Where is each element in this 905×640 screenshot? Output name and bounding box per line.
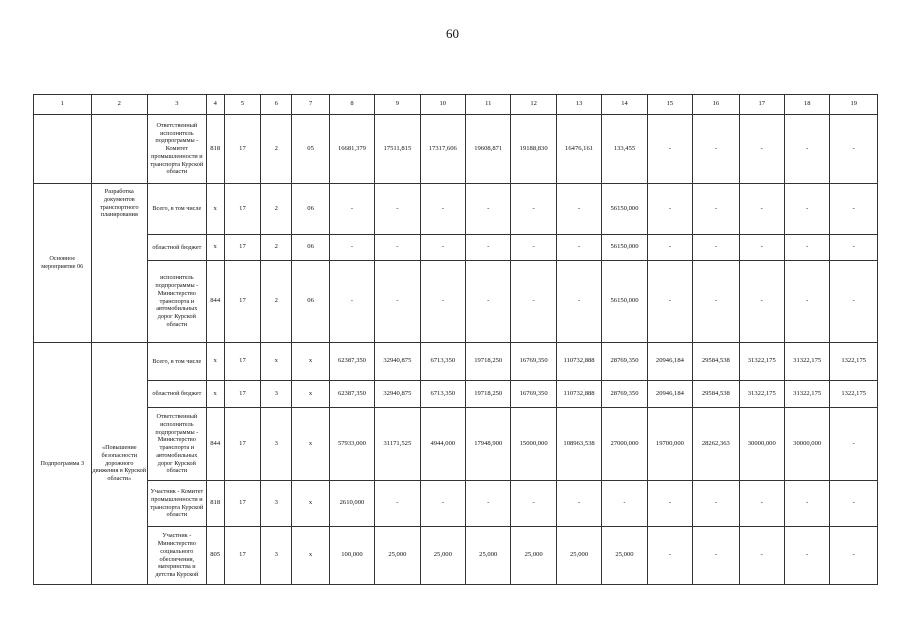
code-cell: х	[292, 527, 329, 585]
value-cell: 27000,000	[602, 408, 647, 481]
value-cell: -	[511, 481, 556, 527]
value-cell: 16681,379	[329, 115, 374, 184]
executor-cell: Всего, в том числе	[148, 343, 207, 381]
column-header: 2	[91, 95, 148, 115]
executor-cell: Ответственный исполнитель подпрограммы - Комитет промышленности и транспорта Курской области	[148, 115, 207, 184]
header-row	[34, 95, 878, 115]
value-cell: -	[329, 261, 374, 343]
value-cell: -	[830, 261, 878, 343]
value-cell: -	[647, 481, 692, 527]
value-cell: 56150,000	[602, 235, 647, 261]
value-cell: 110732,888	[556, 343, 601, 381]
value-cell: -	[420, 481, 465, 527]
value-cell: -	[784, 527, 829, 585]
value-cell: -	[739, 115, 784, 184]
value-cell: 17317,606	[420, 115, 465, 184]
value-cell: -	[830, 527, 878, 585]
value-cell: 17511,815	[375, 115, 420, 184]
value-cell: 62387,350	[329, 381, 374, 408]
value-cell: -	[375, 481, 420, 527]
value-cell: -	[420, 184, 465, 235]
code-cell: 3	[261, 527, 292, 585]
code-cell: 17	[224, 481, 260, 527]
value-cell: -	[647, 235, 692, 261]
value-cell: -	[830, 408, 878, 481]
value-cell: -	[466, 235, 511, 261]
value-cell: -	[556, 481, 601, 527]
value-cell: -	[420, 261, 465, 343]
column-header: 11	[466, 95, 511, 115]
value-cell: -	[693, 115, 739, 184]
value-cell: 25,000	[511, 527, 556, 585]
column-header: 9	[375, 95, 420, 115]
value-cell: -	[830, 115, 878, 184]
value-cell: 31322,175	[739, 343, 784, 381]
value-cell: 28769,350	[602, 381, 647, 408]
value-cell: 15000,000	[511, 408, 556, 481]
code-cell: 818	[206, 115, 224, 184]
measure-description-cell: Разработка документов транспортного планирования	[91, 184, 148, 343]
column-header: 3	[148, 95, 207, 115]
value-cell: 100,000	[329, 527, 374, 585]
code-cell: х	[292, 408, 329, 481]
value-cell: -	[647, 261, 692, 343]
value-cell: 1322,175	[830, 343, 878, 381]
value-cell: -	[647, 527, 692, 585]
value-cell: -	[784, 235, 829, 261]
value-cell: -	[830, 481, 878, 527]
column-header: 16	[693, 95, 739, 115]
value-cell: -	[511, 235, 556, 261]
code-cell: 844	[206, 408, 224, 481]
code-cell: 2	[261, 235, 292, 261]
value-cell: -	[647, 184, 692, 235]
value-cell: -	[784, 184, 829, 235]
value-cell: -	[830, 235, 878, 261]
table-row	[34, 343, 878, 381]
column-header: 10	[420, 95, 465, 115]
value-cell: -	[556, 235, 601, 261]
value-cell: 19718,250	[466, 381, 511, 408]
value-cell: -	[466, 261, 511, 343]
value-cell: 6713,350	[420, 381, 465, 408]
value-cell: -	[375, 235, 420, 261]
value-cell: 32940,875	[375, 381, 420, 408]
value-cell: 25,000	[602, 527, 647, 585]
value-cell: 19608,871	[466, 115, 511, 184]
table-row	[34, 235, 878, 261]
column-header: 14	[602, 95, 647, 115]
value-cell: -	[466, 481, 511, 527]
value-cell: 2610,000	[329, 481, 374, 527]
value-cell: -	[511, 261, 556, 343]
value-cell: -	[693, 481, 739, 527]
executor-cell: Ответственный исполнитель подпрограммы - Министерство транспорта и автомобильных дорог Курской области	[148, 408, 207, 481]
value-cell: 28769,350	[602, 343, 647, 381]
code-cell: 2	[261, 115, 292, 184]
value-cell: -	[466, 184, 511, 235]
code-cell: х	[292, 481, 329, 527]
value-cell: 62387,350	[329, 343, 374, 381]
value-cell: -	[420, 235, 465, 261]
value-cell: 57933,000	[329, 408, 374, 481]
code-cell: 17	[224, 381, 260, 408]
code-cell: 2	[261, 184, 292, 235]
value-cell: -	[602, 481, 647, 527]
value-cell: 110732,888	[556, 381, 601, 408]
value-cell: -	[830, 184, 878, 235]
value-cell: -	[375, 261, 420, 343]
row-label-cell	[34, 115, 92, 184]
code-cell: 17	[224, 527, 260, 585]
value-cell: -	[556, 261, 601, 343]
value-cell: -	[693, 235, 739, 261]
code-cell: 17	[224, 235, 260, 261]
executor-cell: областной бюджет	[148, 381, 207, 408]
value-cell: -	[739, 235, 784, 261]
column-header: 7	[292, 95, 329, 115]
value-cell: 4944,000	[420, 408, 465, 481]
column-header: 6	[261, 95, 292, 115]
value-cell: 19700,000	[647, 408, 692, 481]
value-cell: -	[375, 184, 420, 235]
value-cell: 30000,000	[784, 408, 829, 481]
code-cell: 3	[261, 408, 292, 481]
code-cell: 818	[206, 481, 224, 527]
value-cell: 25,000	[556, 527, 601, 585]
value-cell: 16476,161	[556, 115, 601, 184]
code-cell: х	[206, 343, 224, 381]
value-cell: 6713,350	[420, 343, 465, 381]
value-cell: -	[784, 261, 829, 343]
code-cell: х	[206, 184, 224, 235]
program-table	[33, 94, 878, 585]
value-cell: 25,000	[375, 527, 420, 585]
code-cell: х	[206, 381, 224, 408]
value-cell: 1322,175	[830, 381, 878, 408]
value-cell: -	[739, 527, 784, 585]
value-cell: 29584,538	[693, 381, 739, 408]
value-cell: 19718,250	[466, 343, 511, 381]
column-header: 12	[511, 95, 556, 115]
code-cell: 06	[292, 235, 329, 261]
code-cell: 17	[224, 184, 260, 235]
code-cell: х	[206, 235, 224, 261]
code-cell: х	[292, 381, 329, 408]
subprogram-description-cell: «Повышение безопасности дорожного движения в Курской области»	[91, 343, 148, 585]
code-cell: 17	[224, 408, 260, 481]
executor-cell: Участник - Министерство социального обеспечения, материнства и детства Курской	[148, 527, 207, 585]
code-cell: 3	[261, 381, 292, 408]
value-cell: -	[784, 481, 829, 527]
code-cell: 805	[206, 527, 224, 585]
value-cell: 108963,538	[556, 408, 601, 481]
code-cell: х	[261, 343, 292, 381]
value-cell: 31171,525	[375, 408, 420, 481]
column-header: 1	[34, 95, 92, 115]
page-number: 60	[446, 26, 459, 41]
column-header: 4	[206, 95, 224, 115]
value-cell: 31322,175	[784, 381, 829, 408]
value-cell: -	[329, 184, 374, 235]
executor-cell: Всего, в том числе	[148, 184, 207, 235]
value-cell: -	[693, 184, 739, 235]
executor-cell: Участник - Комитет промышленности и транспорта Курской области	[148, 481, 207, 527]
value-cell: 133,455	[602, 115, 647, 184]
column-header: 8	[329, 95, 374, 115]
code-cell: 2	[261, 261, 292, 343]
value-cell: -	[693, 261, 739, 343]
value-cell: -	[647, 115, 692, 184]
column-header: 19	[830, 95, 878, 115]
value-cell: 20946,184	[647, 343, 692, 381]
table-row	[34, 408, 878, 481]
column-header: 18	[784, 95, 829, 115]
value-cell: -	[739, 261, 784, 343]
code-cell: 3	[261, 481, 292, 527]
code-cell: 17	[224, 261, 260, 343]
column-header: 13	[556, 95, 601, 115]
value-cell: 25,000	[420, 527, 465, 585]
value-cell: -	[693, 527, 739, 585]
table-row	[34, 527, 878, 585]
code-cell: х	[292, 343, 329, 381]
measure-name-cell: Основное мероприятие 06	[34, 184, 92, 343]
value-cell: 20946,184	[647, 381, 692, 408]
value-cell: 17948,900	[466, 408, 511, 481]
executor-cell: исполнитель подпрограммы - Министерство транспорта и автомобильных дорог Курской области	[148, 261, 207, 343]
code-cell: 17	[224, 115, 260, 184]
value-cell: 28262,363	[693, 408, 739, 481]
code-cell: 844	[206, 261, 224, 343]
code-cell: 06	[292, 184, 329, 235]
value-cell: 56150,000	[602, 184, 647, 235]
table-row	[34, 381, 878, 408]
value-cell: -	[739, 481, 784, 527]
value-cell: 16769,350	[511, 343, 556, 381]
code-cell: 06	[292, 261, 329, 343]
value-cell: 31322,175	[739, 381, 784, 408]
value-cell: 25,000	[466, 527, 511, 585]
row-label-cell	[91, 115, 148, 184]
subprogram-name-cell: Подпрограмма 3	[34, 343, 92, 585]
column-header: 5	[224, 95, 260, 115]
value-cell: 32940,875	[375, 343, 420, 381]
table-row	[34, 184, 878, 235]
value-cell: -	[739, 184, 784, 235]
column-header: 17	[739, 95, 784, 115]
value-cell: -	[329, 235, 374, 261]
value-cell: 16769,350	[511, 381, 556, 408]
value-cell: 56150,000	[602, 261, 647, 343]
code-cell: 17	[224, 343, 260, 381]
column-header: 15	[647, 95, 692, 115]
value-cell: -	[784, 115, 829, 184]
value-cell: 29584,538	[693, 343, 739, 381]
value-cell: 19188,830	[511, 115, 556, 184]
value-cell: 30000,000	[739, 408, 784, 481]
value-cell: 31322,175	[784, 343, 829, 381]
code-cell: 05	[292, 115, 329, 184]
value-cell: -	[556, 184, 601, 235]
table-row	[34, 261, 878, 343]
table-row	[34, 115, 878, 184]
executor-cell: областной бюджет	[148, 235, 207, 261]
value-cell: -	[511, 184, 556, 235]
table-row	[34, 481, 878, 527]
